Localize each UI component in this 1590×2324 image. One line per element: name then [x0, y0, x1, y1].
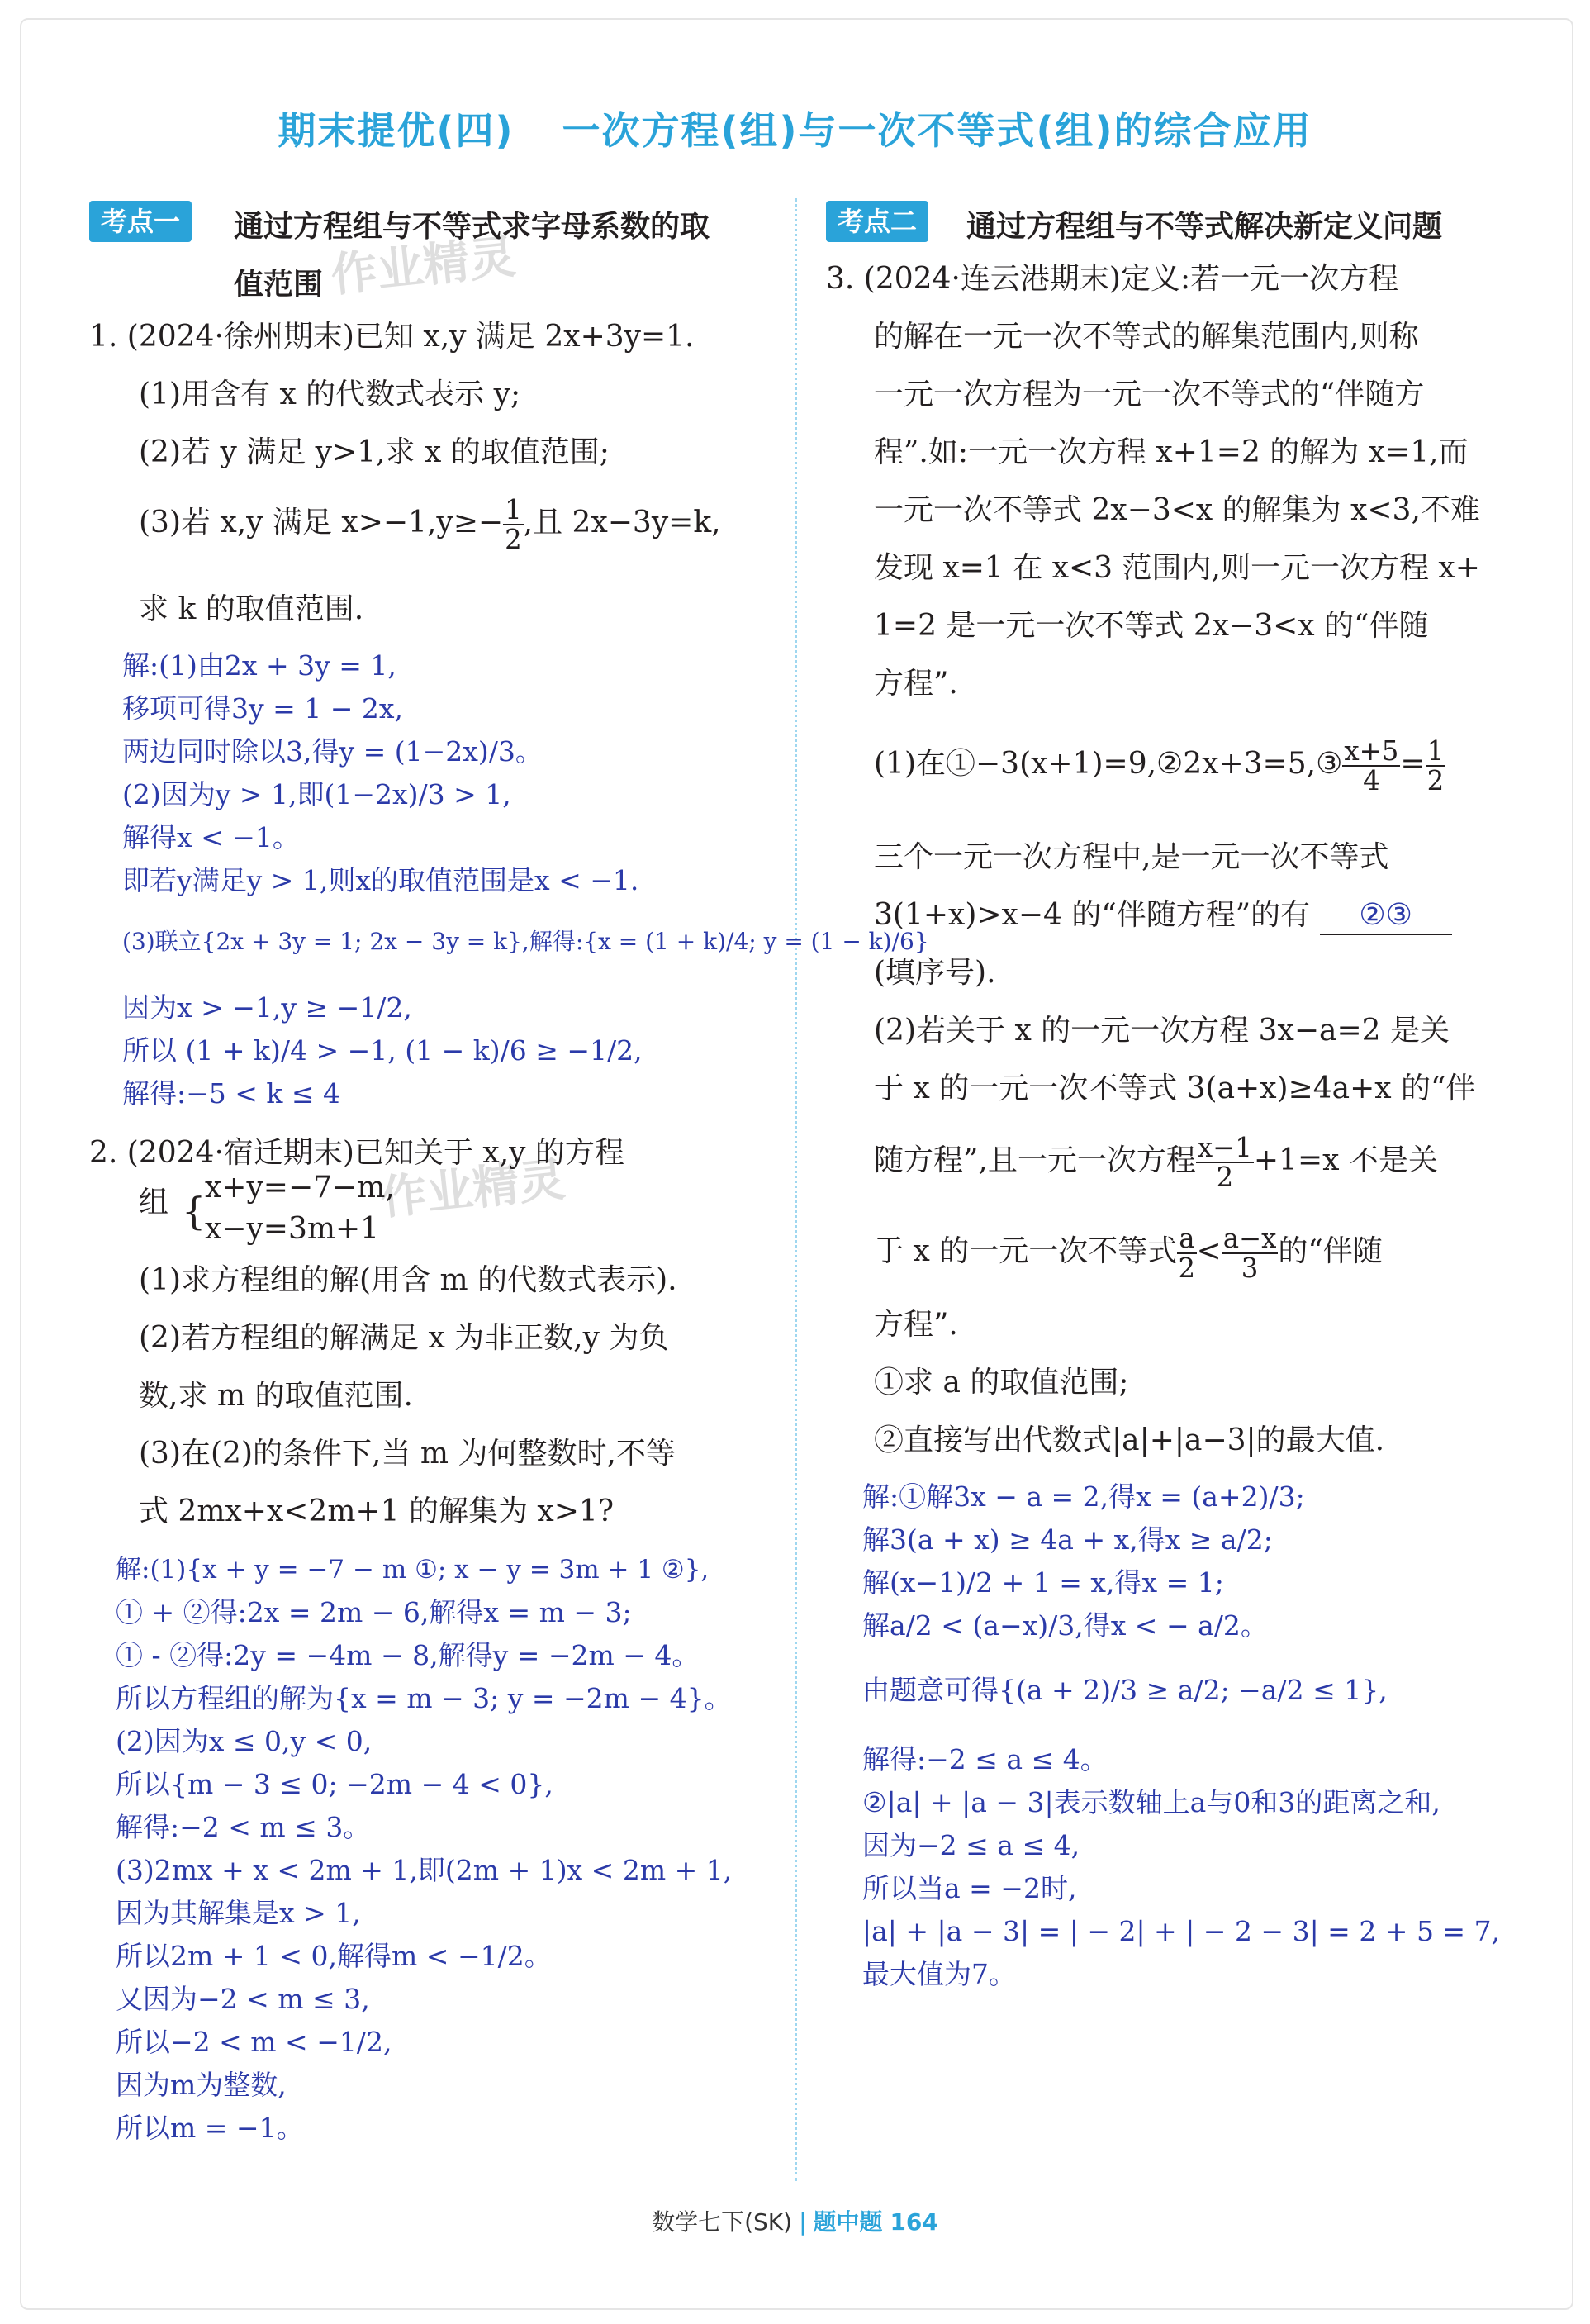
- q3-line-1: 3. (2024·连云港期末)定义:若一元一次方程: [826, 262, 1399, 296]
- q2-answer-12: 所以−2 < m < −1/2,: [116, 2026, 392, 2058]
- q2-answer-4: 所以方程组的解为{x = m − 3; y = −2m − 4}。: [116, 1682, 732, 1714]
- q1-part3-fraction: $\frac{1}{2}$: [505, 494, 522, 556]
- q1-answer-4: (2)因为y > 1,即(1−2x)/3 > 1,: [122, 778, 511, 810]
- q1-answer-7: (3)联立{2x + 3y = 1; 2x − 3y = k},解得:{x = (1 + k)/4; y = (1 − k)/6}: [122, 928, 929, 955]
- q3-line-5: 一元一次不等式 2x−3<x 的解集为 x<3,不难: [874, 493, 1480, 527]
- watermark: 作业精灵: [328, 230, 519, 303]
- q1-part1: (1)用含有 x 的代数式表示 y;: [139, 378, 521, 411]
- q2-answer-5: (2)因为x ≤ 0,y < 0,: [116, 1725, 373, 1757]
- q1-part3: (3)若 x,y 满足 x>−1,y≥− $\frac{1}{2}$ ,且 2x−3y=k,: [139, 494, 721, 556]
- page-title: [0, 101, 1590, 155]
- q3-answer-4: 解a/2 < (a−x)/3,得x < − a/2。: [862, 1609, 1268, 1642]
- topic-badge-1: 考点一: [89, 201, 192, 242]
- q2-part2b: 数,求 m 的取值范围.: [139, 1379, 413, 1413]
- q1-answer-9: 所以 (1 + k)/4 > −1, (1 − k)/6 ≥ −1/2,: [122, 1034, 643, 1067]
- q3-part2-line2: 于 x 的一元一次不等式 3(a+x)≥4a+x 的“伴: [874, 1072, 1476, 1105]
- q3-answer-5: 由题意可得{(a + 2)/3 ≥ a/2; −a/2 ≤ 1},: [862, 1674, 1388, 1706]
- q3-part2-frac-c: $\frac{a-x}{3}$: [1222, 1223, 1277, 1285]
- q2-answer-8: (3)2mx + x < 2m + 1,即(2m + 1)x < 2m + 1,: [116, 1854, 733, 1886]
- q1-answer-2: 移项可得3y = 1 − 2x,: [122, 692, 403, 725]
- q3-part1-line4: (填序号).: [874, 956, 996, 990]
- page-number: 164: [890, 2208, 938, 2236]
- q3-line-7: 1=2 是一元一次不等式 2x−3<x 的“伴随: [874, 609, 1429, 643]
- q2-system-1: x+y=−7−m,: [205, 1171, 395, 1205]
- q2-answer-3: ① - ②得:2y = −4m − 8,解得y = −2m − 4。: [116, 1639, 700, 1671]
- q1-answer-5: 解得x < −1。: [122, 821, 300, 853]
- watermark-2: 作业精灵: [377, 1152, 568, 1226]
- q1-answer-8: 因为x > −1,y ≥ −1/2,: [122, 991, 412, 1024]
- q2-answer-14: 所以m = −1。: [116, 2112, 304, 2144]
- q3-part1-line2: 三个一元一次方程中,是一元一次不等式: [874, 840, 1389, 874]
- q2-answer-11: 又因为−2 < m ≤ 3,: [116, 1983, 370, 2015]
- q3-answer-11: 最大值为7。: [862, 1958, 1016, 1990]
- q2-answer-7: 解得:−2 < m ≤ 3。: [116, 1811, 371, 1843]
- q3-answer-10: |a| + |a − 3| = | − 2| + | − 2 − 3| = 2 + 5 = 7,: [862, 1915, 1501, 1947]
- q1-part3-tail: 求 k 的取值范围.: [139, 592, 364, 626]
- title-part1: 期末提优(四): [278, 108, 515, 153]
- page-footer: [0, 2204, 1590, 2237]
- q2-stem: 2. (2024·宿迁期末)已知关于 x,y 的方程: [89, 1136, 624, 1170]
- q3-part1-line3: 3(1+x)>x−4 的“伴随方程”的有 ②③: [874, 897, 1452, 935]
- q3-part2-frac-a: $\frac{x-1}{2}$: [1197, 1132, 1252, 1194]
- topic-heading-1b: 值范围: [234, 268, 324, 302]
- q2-part2a: (2)若方程组的解满足 x 为非正数,y 为负: [139, 1321, 669, 1355]
- q1-answer-10: 解得:−5 < k ≤ 4: [122, 1077, 341, 1110]
- q3-line-3: 一元一次方程为一元一次不等式的“伴随方: [874, 378, 1425, 411]
- q3-part1-line1: (1)在①−3(x+1)=9,②2x+3=5,③ $\frac{x+5}{4}$ = $\frac{1}{2}$: [874, 735, 1445, 797]
- q2-part3a: (3)在(2)的条件下,当 m 为何整数时,不等: [139, 1437, 676, 1471]
- q3-line-2: 的解在一元一次不等式的解集范围内,则称: [874, 320, 1419, 354]
- q2-brace: {: [182, 1189, 206, 1233]
- q3-answer-1: 解:①解3x − a = 2,得x = (a+2)/3;: [862, 1480, 1305, 1513]
- q3-part1-frac-a: $\frac{x+5}{4}$: [1344, 735, 1399, 797]
- q3-answer-2: 解3(a + x) ≥ 4a + x,得x ≥ a/2;: [862, 1523, 1273, 1556]
- q1-stem: 1. (2024·徐州期末)已知 x,y 满足 2x+3y=1.: [89, 320, 695, 354]
- q2-label: 组: [139, 1186, 169, 1219]
- q3-answer-7: ②|a| + |a − 3|表示数轴上a与0和3的距离之和,: [862, 1786, 1440, 1818]
- q3-part1-frac-b: $\frac{1}{2}$: [1426, 735, 1445, 797]
- q3-sub-2: ②直接写出代数式|a|+|a−3|的最大值.: [874, 1423, 1385, 1457]
- q3-part2-line4: 于 x 的一元一次不等式 $\frac{a}{2}$ < $\frac{a-x}{3}$ 的“伴随: [874, 1223, 1383, 1285]
- column-divider: [795, 198, 797, 2181]
- q3-line-6: 发现 x=1 在 x<3 范围内,则一元一次方程 x+: [874, 551, 1480, 585]
- q1-answer-3: 两边同时除以3,得y = (1−2x)/3。: [122, 735, 543, 768]
- footer-book: 数学七下(SK): [652, 2208, 793, 2236]
- q3-line-4: 程”.如:一元一次方程 x+1=2 的解为 x=1,而: [874, 435, 1469, 469]
- q2-part1: (1)求方程组的解(用含 m 的代数式表示).: [139, 1263, 677, 1297]
- q3-answer-3: 解(x−1)/2 + 1 = x,得x = 1;: [862, 1566, 1224, 1599]
- title-part2: 一次方程(组)与一次不等式(组)的综合应用: [562, 108, 1312, 153]
- q2-answer-1: 解:(1){x + y = −7 − m ①; x − y = 3m + 1 ②},: [116, 1555, 710, 1585]
- q3-line-8: 方程”.: [874, 667, 958, 701]
- q3-answer-9: 所以当a = −2时,: [862, 1872, 1077, 1904]
- topic-badge-2: 考点二: [826, 201, 928, 242]
- q2-answer-9: 因为其解集是x > 1,: [116, 1897, 361, 1929]
- q3-answer-6: 解得:−2 ≤ a ≤ 4。: [862, 1743, 1108, 1775]
- q3-part2-line3: 随方程”,且一元一次方程 $\frac{x-1}{2}$ +1=x 不是关: [874, 1132, 1438, 1194]
- q1-part2: (2)若 y 满足 y>1,求 x 的取值范围;: [139, 435, 610, 469]
- q3-answer-8: 因为−2 ≤ a ≤ 4,: [862, 1829, 1080, 1861]
- topic-heading-2: 通过方程组与不等式解决新定义问题: [966, 210, 1443, 244]
- q3-part2-frac-b: $\frac{a}{2}$: [1178, 1223, 1196, 1285]
- q3-sub-1: ①求 a 的取值范围;: [874, 1366, 1129, 1400]
- q1-answer-6: 即若y满足y > 1,则x的取值范围是x < −1.: [122, 864, 639, 896]
- q2-answer-2: ① + ②得:2x = 2m − 6,解得x = m − 3;: [116, 1596, 632, 1628]
- footer-separator: |: [799, 2208, 807, 2236]
- topic-heading-1a: 通过方程组与不等式求字母系数的取: [234, 210, 710, 244]
- q3-part2-line1: (2)若关于 x 的一元一次方程 3x−a=2 是关: [874, 1014, 1450, 1048]
- q2-answer-10: 所以2m + 1 < 0,解得m < −1/2。: [116, 1940, 552, 1972]
- q1-answer-1: 解:(1)由2x + 3y = 1,: [122, 649, 396, 682]
- q3-part2-line5: 方程”.: [874, 1308, 958, 1342]
- q2-system-2: x−y=3m+1: [205, 1212, 380, 1246]
- q2-answer-6: 所以{m − 3 ≤ 0; −2m − 4 < 0},: [116, 1768, 553, 1800]
- q2-answer-13: 因为m为整数,: [116, 2069, 287, 2101]
- q3-part1-answer-blank: ②③: [1320, 897, 1452, 935]
- footer-tag: 题中题: [813, 2208, 883, 2236]
- q2-part3b: 式 2mx+x<2m+1 的解集为 x>1?: [139, 1495, 615, 1528]
